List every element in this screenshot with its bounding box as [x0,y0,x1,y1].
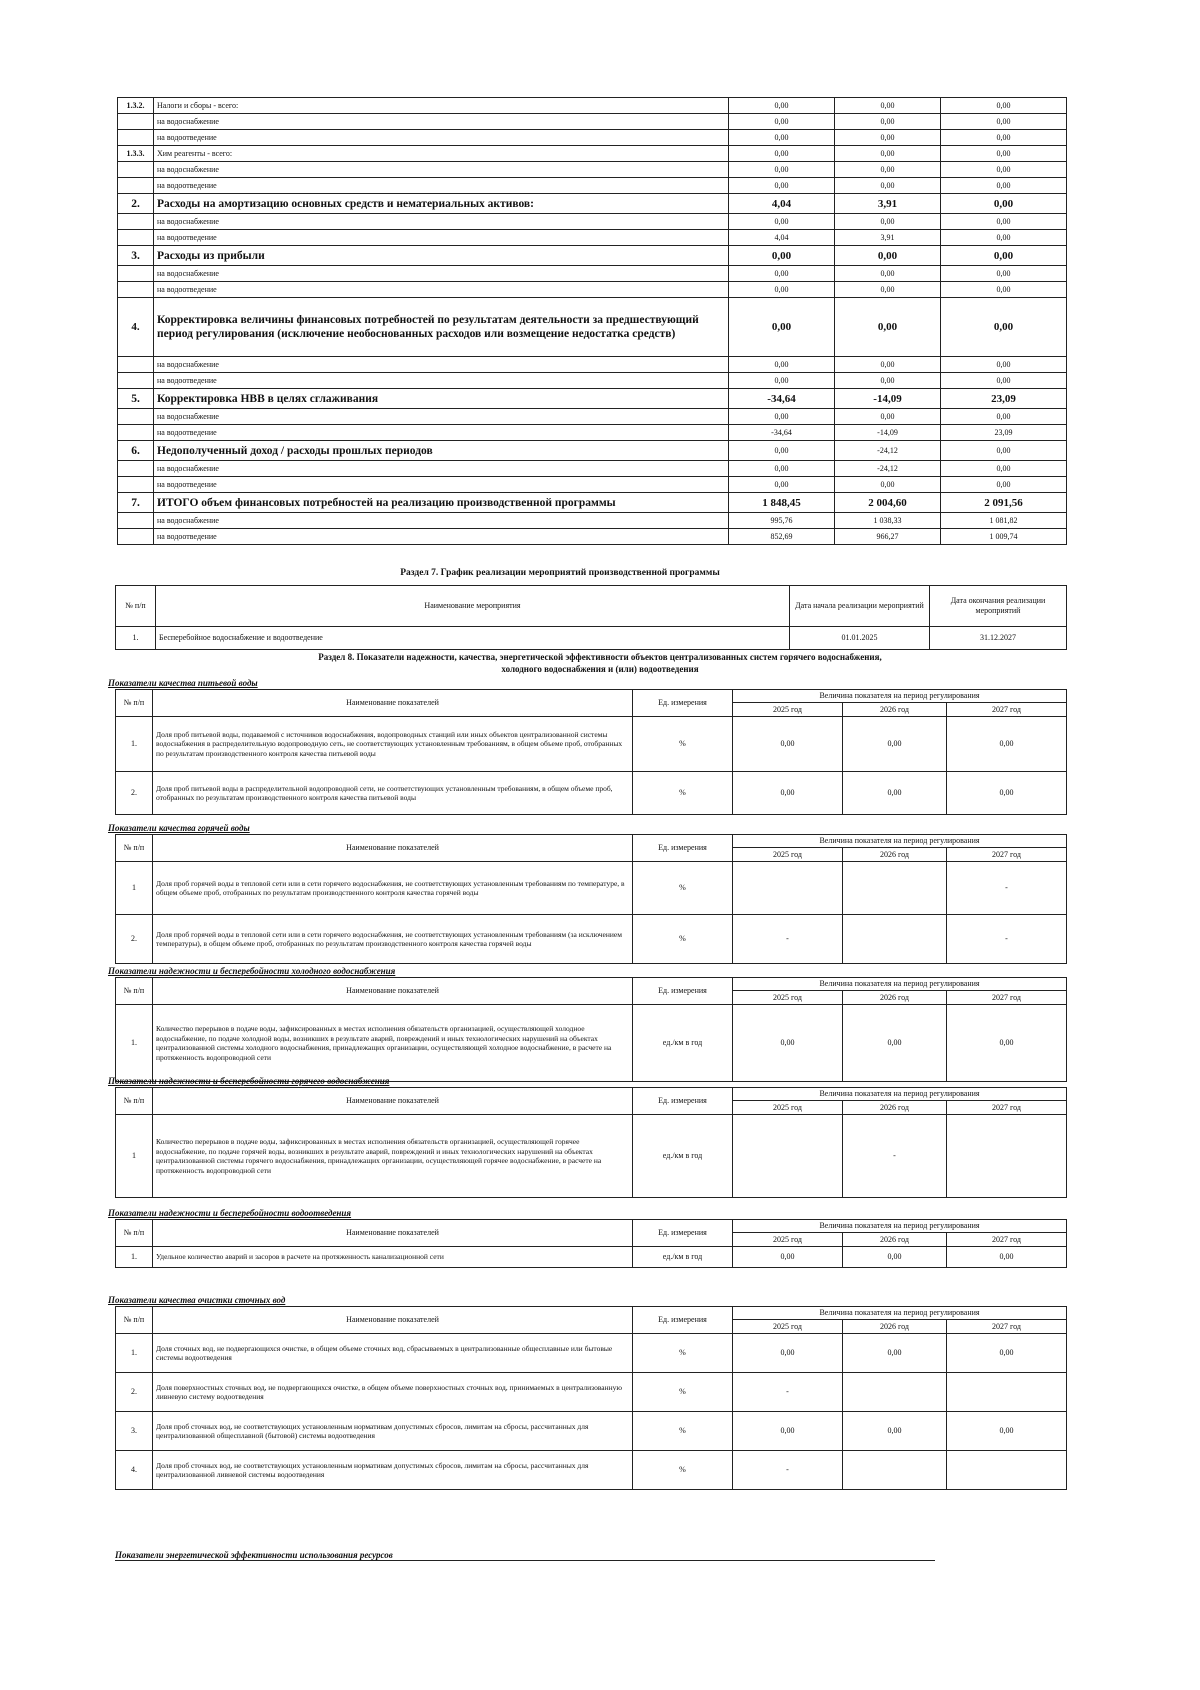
finance-row [118,130,1067,146]
value-2025: 0,00 [729,130,835,146]
row-value-1: 0,00 [733,1412,843,1451]
row-number: 6. [118,441,154,461]
row-value-1: - [733,1373,843,1412]
value-2025: 0,00 [729,441,835,461]
value-2025: 0,00 [729,266,835,282]
indicator-table [115,1087,1067,1198]
header-year-1: 2025 год [733,703,843,717]
value-2026: -14,09 [835,389,941,409]
value-2027: 0,00 [941,246,1067,266]
row-name: Доля проб горячей воды в тепловой сети или в сети горячего водоснабжения, не соответствующих установленным требованиям по температуре, в общем объеме проб, отобранных по результатам производственного контроля качества горячей воды [153,862,633,915]
row-name: Количество перерывов в подаче воды, зафиксированных в местах исполнения обязательств организацией, осуществляющей горячее водоснабжение, по подаче горячей воды, возникших в результате аварий, повреждений и иных технологических нарушений на объектах централизованной системы горячего водоснабжения, принадлежащих организации, осуществляющей горячее водоснабжение, в расчете на протяженность водопроводной сети [153,1115,633,1198]
header-year-1: 2025 год [733,1101,843,1115]
s7-r-end: 31.12.2027 [930,627,1067,650]
header-year-3: 2027 год [947,991,1067,1005]
row-unit: % [633,862,733,915]
row-name: на водоотведение [154,282,729,298]
row-number [118,513,154,529]
block-title: Показатели качества очистки сточных вод [108,1295,286,1305]
row-name: на водоснабжение [154,114,729,130]
row-number [118,266,154,282]
value-2026: 0,00 [835,298,941,357]
row-value-1: - [733,915,843,964]
row-number [118,282,154,298]
header-unit: Ед. измерения [633,978,733,1005]
finance-row [118,146,1067,162]
row-number [118,373,154,389]
value-2027: 23,09 [941,389,1067,409]
indicator-row [116,1005,1067,1082]
header-year-2: 2026 год [843,1320,947,1334]
row-unit: % [633,915,733,964]
value-2026: 2 004,60 [835,493,941,513]
header-period: Величина показателя на период регулирования [733,978,1067,991]
value-2025: 4,04 [729,230,835,246]
block-title: Показатели качества питьевой воды [108,678,258,688]
row-number: 1 [116,862,153,915]
row-unit: % [633,1373,733,1412]
block-title: Показатели надежности и бесперебойности водоотведения [108,1208,352,1218]
value-2026: 966,27 [835,529,941,545]
row-name: на водоснабжение [154,162,729,178]
value-2026: 0,00 [835,214,941,230]
indicator-row [116,862,1067,915]
header-period: Величина показателя на период регулирования [733,1088,1067,1101]
finance-row [118,441,1067,461]
row-unit: % [633,1334,733,1373]
row-value-2: 0,00 [843,772,947,815]
row-name: Корректировка величины финансовых потребностей по результатам деятельности за предшествующий период регулирования (исключение необоснованных расходов или возмещение недостатка средств) [154,298,729,357]
row-name: на водоснабжение [154,409,729,425]
row-unit: % [633,1451,733,1490]
value-2026: 3,91 [835,230,941,246]
row-name: Корректировка НВВ в целях сглаживания [154,389,729,409]
finance-row [118,493,1067,513]
row-number: 2. [118,194,154,214]
row-name: Доля сточных вод, не подвергающихся очистке, в общем объеме сточных вод, сбрасываемых в централизованные общесплавные или бытовые системы водоотведения [153,1334,633,1373]
value-2025: 0,00 [729,409,835,425]
finance-row [118,282,1067,298]
row-name: на водоснабжение [154,357,729,373]
row-value-2: 0,00 [843,1412,947,1451]
header-period: Величина показателя на период регулирования [733,1307,1067,1320]
row-number: 2. [116,1373,153,1412]
row-name: Налоги и сборы - всего: [154,98,729,114]
header-year-1: 2025 год [733,848,843,862]
indicator-row [116,1115,1067,1198]
header-year-1: 2025 год [733,1233,843,1247]
value-2025: 0,00 [729,461,835,477]
row-number: 1 [116,1115,153,1198]
value-2027: 0,00 [941,441,1067,461]
indicator-row [116,1451,1067,1490]
row-name: на водоснабжение [154,513,729,529]
row-value-1: - [733,1451,843,1490]
value-2026: 0,00 [835,357,941,373]
row-number [118,230,154,246]
s7-r-num: 1. [116,627,156,650]
header-unit: Ед. измерения [633,835,733,862]
value-2026: 0,00 [835,162,941,178]
row-number: 1.3.3. [118,146,154,162]
finance-row [118,178,1067,194]
section7-title: Раздел 7. График реализации мероприятий производственной программы [400,568,720,578]
value-2025: 0,00 [729,373,835,389]
value-2027: 2 091,56 [941,493,1067,513]
value-2027: 1 081,82 [941,513,1067,529]
indicator-row [116,1247,1067,1268]
value-2026: 0,00 [835,178,941,194]
value-2025: -34,64 [729,425,835,441]
value-2026: 0,00 [835,373,941,389]
row-name: Удельное количество аварий и засоров в расчете на протяженность канализационной сети [153,1247,633,1268]
row-value-3: 0,00 [947,1005,1067,1082]
row-value-3: 0,00 [947,1412,1067,1451]
finance-row [118,513,1067,529]
header-period: Величина показателя на период регулирования [733,1220,1067,1233]
row-name: на водоснабжение [154,214,729,230]
header-year-1: 2025 год [733,1320,843,1334]
header-year-3: 2027 год [947,848,1067,862]
value-2027: 0,00 [941,477,1067,493]
row-value-1: 0,00 [733,772,843,815]
header-unit: Ед. измерения [633,1220,733,1247]
row-number [118,409,154,425]
s7-h-name: Наименование мероприятия [156,586,790,627]
value-2026: 0,00 [835,246,941,266]
value-2025: 0,00 [729,246,835,266]
row-value-2: 0,00 [843,1005,947,1082]
row-number: 5. [118,389,154,409]
row-number [118,357,154,373]
finance-row [118,461,1067,477]
row-number: 2. [116,915,153,964]
row-value-3 [947,1451,1067,1490]
row-name: Расходы на амортизацию основных средств и нематериальных активов: [154,194,729,214]
value-2027: 0,00 [941,146,1067,162]
value-2027: 0,00 [941,373,1067,389]
row-value-3: 0,00 [947,1247,1067,1268]
section8-title-2: холодного водоснабжения и (или) водоотведения [501,664,699,674]
value-2025: 4,04 [729,194,835,214]
value-2025: 0,00 [729,298,835,357]
row-number [118,214,154,230]
value-2027: 0,00 [941,178,1067,194]
row-name: на водоотведение [154,130,729,146]
header-name: Наименование показателей [153,1088,633,1115]
indicator-row [116,1412,1067,1451]
row-number [118,425,154,441]
s7-h-start: Дата начала реализации мероприятий [790,586,930,627]
indicator-table [115,977,1067,1082]
indicator-table [115,689,1067,815]
row-number: 7. [118,493,154,513]
s7-r-name: Бесперебойное водоснабжение и водоотведение [156,627,790,650]
row-name: Доля проб сточных вод, не соответствующих установленным нормативам допустимых сбросов, лимитам на сбросы, рассчитанных для централизованной общесплавной (бытовой) системы водоотведения [153,1412,633,1451]
header-year-2: 2026 год [843,848,947,862]
row-value-1 [733,862,843,915]
finance-row [118,425,1067,441]
row-value-1: 0,00 [733,717,843,772]
finance-row [118,477,1067,493]
value-2027: 0,00 [941,162,1067,178]
row-unit: ед./км в год [633,1115,733,1198]
row-number [118,477,154,493]
row-name: Количество перерывов в подаче воды, зафиксированных в местах исполнения обязательств организацией, осуществляющей холодное водоснабжение, по подаче холодной воды, возникших в результате аварий, повреждений и иных технологических нарушений на объектах централизованной системы холодного водоснабжения, принадлежащих организации, осуществляющей холодное водоснабжение, в расчете на протяженность водопроводной сети [153,1005,633,1082]
value-2027: 0,00 [941,98,1067,114]
indicator-table [115,1306,1067,1490]
header-year-2: 2026 год [843,703,947,717]
value-2025: 0,00 [729,178,835,194]
value-2025: 0,00 [729,357,835,373]
header-name: Наименование показателей [153,1307,633,1334]
row-value-2: - [843,1115,947,1198]
header-unit: Ед. измерения [633,1307,733,1334]
value-2027: 0,00 [941,130,1067,146]
finance-row [118,98,1067,114]
header-num: № п/п [116,978,153,1005]
row-number: 1. [116,1247,153,1268]
row-value-2: 0,00 [843,717,947,772]
finance-row [118,409,1067,425]
row-name: Недополученный доход / расходы прошлых периодов [154,441,729,461]
header-year-1: 2025 год [733,991,843,1005]
header-year-2: 2026 год [843,991,947,1005]
row-number: 3. [116,1412,153,1451]
last-section-title: Показатели энергетической эффективности использования ресурсов [115,1550,935,1561]
row-value-1: 0,00 [733,1334,843,1373]
row-unit: % [633,772,733,815]
value-2027: 0,00 [941,114,1067,130]
row-name: Доля проб питьевой воды, подаваемой с источников водоснабжения, водопроводных станций или иных объектов централизованной системы водоснабжения в распределительную водопроводную сеть, не соответствующих установленным требованиям, в общем объеме проб, отобранных по результатам производственного контроля качества питьевой воды [153,717,633,772]
value-2025: 0,00 [729,214,835,230]
section7-table [115,585,1067,650]
row-number [118,529,154,545]
value-2027: 0,00 [941,298,1067,357]
header-num: № п/п [116,835,153,862]
row-value-2: 0,00 [843,1247,947,1268]
block-title: Показатели надежности и бесперебойности холодного водоснабжения [108,966,396,976]
finance-row [118,246,1067,266]
row-name: Доля проб питьевой воды в распределительной водопроводной сети, не соответствующих установленным требованиям, в общем объеме проб, отобранных по результатам производственного контроля качества питьевой воды [153,772,633,815]
finance-row [118,389,1067,409]
value-2027: 0,00 [941,194,1067,214]
section8-title-1: Раздел 8. Показатели надежности, качества, энергетической эффективности объектов централизованных систем горячего водоснабжения, [318,652,882,662]
row-value-3 [947,1373,1067,1412]
row-value-1 [733,1115,843,1198]
value-2026: -24,12 [835,441,941,461]
s7-h-num: № п/п [116,586,156,627]
row-value-2 [843,1451,947,1490]
s7-h-end: Дата окончания реализации мероприятий [930,586,1067,627]
value-2026: 0,00 [835,266,941,282]
indicator-table [115,1219,1067,1268]
header-year-2: 2026 год [843,1101,947,1115]
row-value-3 [947,1115,1067,1198]
row-unit: % [633,717,733,772]
indicator-row [116,772,1067,815]
row-name: ИТОГО объем финансовых потребностей на реализацию производственной программы [154,493,729,513]
row-value-2: 0,00 [843,1334,947,1373]
header-period: Величина показателя на период регулирования [733,690,1067,703]
row-name: на водоотведение [154,529,729,545]
value-2026: 0,00 [835,98,941,114]
value-2027: 0,00 [941,409,1067,425]
header-year-3: 2027 год [947,1320,1067,1334]
indicator-row [116,1334,1067,1373]
row-name: на водоснабжение [154,461,729,477]
row-value-3: - [947,915,1067,964]
finance-row [118,266,1067,282]
row-name: Доля проб горячей воды в тепловой сети или в сети горячего водоснабжения, не соответствующих установленным требованиям (за исключением температуры), в общем объеме проб, отобранных по результатам производственного контроля качества горячей воды [153,915,633,964]
header-unit: Ед. измерения [633,1088,733,1115]
row-number: 4. [118,298,154,357]
row-value-2 [843,1373,947,1412]
header-num: № п/п [116,1220,153,1247]
row-unit: % [633,1412,733,1451]
value-2027: 0,00 [941,266,1067,282]
header-name: Наименование показателей [153,835,633,862]
row-name: на водоотведение [154,477,729,493]
header-unit: Ед. измерения [633,690,733,717]
finance-row [118,214,1067,230]
value-2025: 0,00 [729,477,835,493]
row-value-3: - [947,862,1067,915]
finance-row [118,194,1067,214]
value-2026: -14,09 [835,425,941,441]
header-year-3: 2027 год [947,703,1067,717]
value-2025: 1 848,45 [729,493,835,513]
row-unit: ед./км в год [633,1247,733,1268]
finance-row [118,357,1067,373]
header-name: Наименование показателей [153,978,633,1005]
header-period: Величина показателя на период регулирования [733,835,1067,848]
row-name: на водоотведение [154,230,729,246]
value-2025: 995,76 [729,513,835,529]
header-name: Наименование показателей [153,690,633,717]
block-title: Показатели надежности и бесперебойности горячего водоснабжения [108,1076,390,1086]
value-2025: 0,00 [729,114,835,130]
indicator-row [116,717,1067,772]
row-value-3: 0,00 [947,717,1067,772]
row-value-3: 0,00 [947,1334,1067,1373]
value-2025: 0,00 [729,282,835,298]
row-number [118,461,154,477]
value-2027: 23,09 [941,425,1067,441]
value-2027: 0,00 [941,230,1067,246]
value-2025: 0,00 [729,146,835,162]
row-value-2 [843,915,947,964]
row-number: 1. [116,717,153,772]
header-num: № п/п [116,1307,153,1334]
row-name: Расходы из прибыли [154,246,729,266]
finance-row [118,373,1067,389]
row-value-1: 0,00 [733,1247,843,1268]
row-number: 1. [116,1005,153,1082]
value-2026: 0,00 [835,409,941,425]
row-name: на водоотведение [154,425,729,441]
value-2026: 0,00 [835,477,941,493]
header-year-3: 2027 год [947,1233,1067,1247]
row-number: 2. [116,772,153,815]
row-name: на водоснабжение [154,266,729,282]
row-number [118,162,154,178]
value-2025: -34,64 [729,389,835,409]
row-name: Доля проб сточных вод, не соответствующих установленным нормативам допустимых сбросов, лимитам на сбросы, рассчитанных для централизованной ливневой системы водоотведения [153,1451,633,1490]
row-number: 1. [116,1334,153,1373]
finance-row [118,114,1067,130]
header-num: № п/п [116,690,153,717]
value-2025: 0,00 [729,98,835,114]
indicator-row [116,1373,1067,1412]
header-year-2: 2026 год [843,1233,947,1247]
finance-table [117,97,1067,545]
indicator-row [116,915,1067,964]
row-name: на водоотведение [154,373,729,389]
header-year-3: 2027 год [947,1101,1067,1115]
row-number: 3. [118,246,154,266]
row-value-2 [843,862,947,915]
finance-row [118,529,1067,545]
header-num: № п/п [116,1088,153,1115]
value-2027: 0,00 [941,214,1067,230]
value-2026: 0,00 [835,114,941,130]
row-unit: ед./км в год [633,1005,733,1082]
value-2025: 0,00 [729,162,835,178]
value-2027: 0,00 [941,357,1067,373]
value-2026: 1 038,33 [835,513,941,529]
value-2026: 3,91 [835,194,941,214]
value-2027: 1 009,74 [941,529,1067,545]
finance-row [118,230,1067,246]
value-2027: 0,00 [941,461,1067,477]
row-number [118,114,154,130]
s7-r-start: 01.01.2025 [790,627,930,650]
value-2026: -24,12 [835,461,941,477]
row-number: 4. [116,1451,153,1490]
value-2026: 0,00 [835,282,941,298]
row-name: на водоотведение [154,178,729,194]
value-2026: 0,00 [835,130,941,146]
value-2027: 0,00 [941,282,1067,298]
row-number [118,130,154,146]
finance-row [118,298,1067,357]
row-value-3: 0,00 [947,772,1067,815]
finance-row [118,162,1067,178]
row-value-1: 0,00 [733,1005,843,1082]
row-name: Хим реагенты - всего: [154,146,729,162]
row-name: Доля поверхностных сточных вод, не подвергающихся очистке, в общем объеме поверхностных сточных вод, принимаемых в централизованную ливневую систему водоотведения [153,1373,633,1412]
row-number [118,178,154,194]
header-name: Наименование показателей [153,1220,633,1247]
indicator-table [115,834,1067,964]
row-number: 1.3.2. [118,98,154,114]
value-2026: 0,00 [835,146,941,162]
block-title: Показатели качества горячей воды [108,823,250,833]
value-2025: 852,69 [729,529,835,545]
